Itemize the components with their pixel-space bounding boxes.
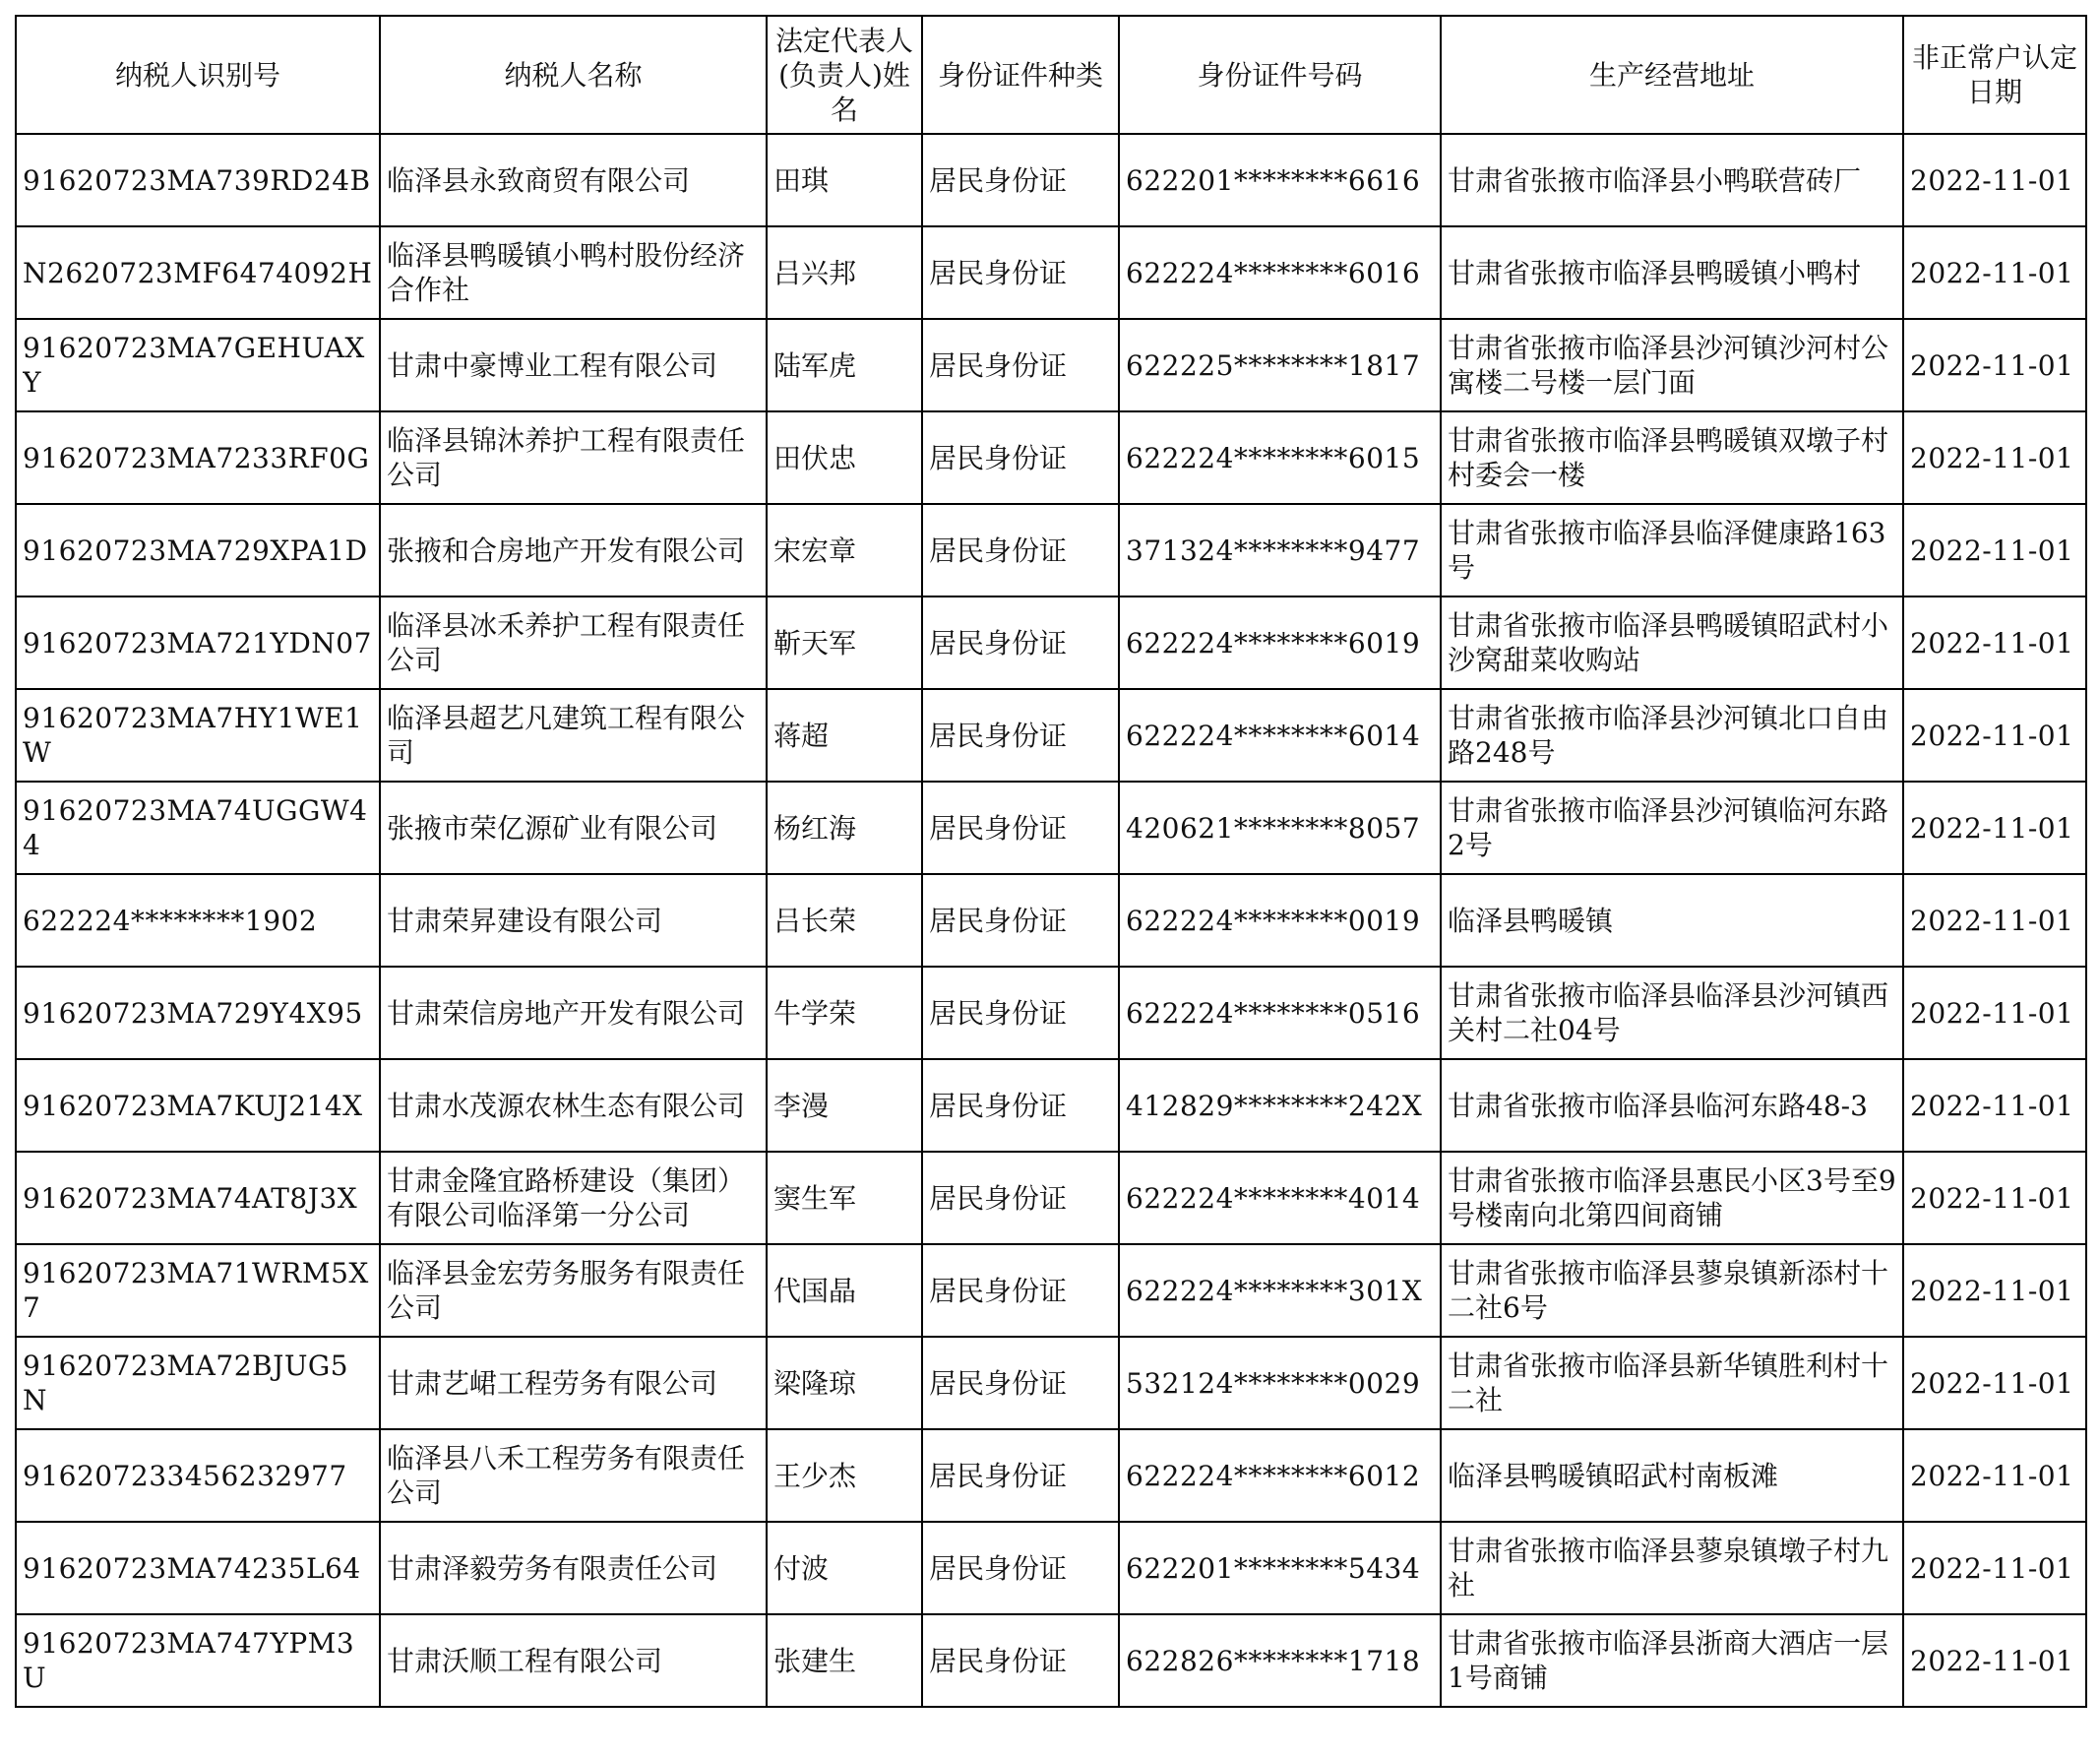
cell-date-text: 2022-11-01 bbox=[1910, 163, 2074, 197]
cell-taxpayer-id-text: 91620723MA729XPA1D bbox=[23, 534, 368, 567]
cell-id-number-text: 622224********6015 bbox=[1126, 441, 1421, 474]
cell-taxpayer-id bbox=[16, 967, 380, 1059]
cell-date bbox=[1903, 1429, 2086, 1522]
cell-date-text: 2022-11-01 bbox=[1910, 441, 2074, 474]
cell-date-text: 2022-11-01 bbox=[1910, 1366, 2074, 1400]
cell-id-type bbox=[922, 596, 1119, 689]
cell-taxpayer-name bbox=[380, 689, 767, 782]
cell-date-text: 2022-11-01 bbox=[1910, 996, 2074, 1030]
cell-legal-rep bbox=[767, 1522, 922, 1614]
cell-taxpayer-id-text: 916207233456232977 bbox=[23, 1459, 347, 1492]
cell-taxpayer-name-text: 甘肃水茂源农林生态有限公司 bbox=[387, 1089, 746, 1122]
cell-legal-rep bbox=[767, 134, 922, 226]
cell-id-number bbox=[1119, 134, 1441, 226]
cell-legal-rep-text: 杨红海 bbox=[773, 811, 857, 845]
cell-id-number bbox=[1119, 1244, 1441, 1337]
cell-legal-rep-text: 牛学荣 bbox=[773, 996, 857, 1030]
header-address: 生产经营地址 bbox=[1441, 16, 1903, 134]
cell-date bbox=[1903, 504, 2086, 596]
cell-taxpayer-name-text: 张掖和合房地产开发有限公司 bbox=[387, 534, 746, 567]
cell-taxpayer-name bbox=[380, 1059, 767, 1152]
cell-taxpayer-name bbox=[380, 967, 767, 1059]
cell-id-type bbox=[922, 1614, 1119, 1707]
cell-address bbox=[1441, 1337, 1903, 1429]
cell-legal-rep bbox=[767, 1337, 922, 1429]
cell-taxpayer-name-text: 甘肃泽毅劳务有限责任公司 bbox=[387, 1551, 718, 1585]
table-row bbox=[16, 967, 2086, 1059]
cell-id-number-text: 622201********5434 bbox=[1126, 1551, 1421, 1585]
cell-id-type bbox=[922, 1059, 1119, 1152]
cell-id-number-text: 622826********1718 bbox=[1126, 1644, 1421, 1677]
cell-id-type-text: 居民身份证 bbox=[929, 996, 1068, 1030]
cell-address-text: 甘肃省张掖市临泽县沙河镇临河东路2号 bbox=[1448, 794, 1889, 861]
cell-taxpayer-id bbox=[16, 782, 380, 874]
cell-legal-rep-text: 吕兴邦 bbox=[773, 256, 857, 289]
cell-address bbox=[1441, 504, 1903, 596]
cell-taxpayer-id bbox=[16, 874, 380, 967]
table-row bbox=[16, 1522, 2086, 1614]
cell-legal-rep bbox=[767, 967, 922, 1059]
cell-legal-rep-text: 张建生 bbox=[773, 1644, 857, 1677]
cell-date-text: 2022-11-01 bbox=[1910, 811, 2074, 845]
cell-address bbox=[1441, 1522, 1903, 1614]
cell-taxpayer-id-text: 91620723MA721YDN07 bbox=[23, 626, 372, 659]
cell-id-number-text: 622224********6016 bbox=[1126, 256, 1421, 289]
cell-address-text: 甘肃省张掖市临泽县沙河镇沙河村公寓楼二号楼一层门面 bbox=[1448, 332, 1889, 399]
cell-id-number-text: 532124********0029 bbox=[1126, 1366, 1421, 1400]
cell-id-number bbox=[1119, 1337, 1441, 1429]
cell-legal-rep bbox=[767, 689, 922, 782]
cell-legal-rep bbox=[767, 596, 922, 689]
cell-date-text: 2022-11-01 bbox=[1910, 1551, 2074, 1585]
cell-address bbox=[1441, 1244, 1903, 1337]
cell-taxpayer-name bbox=[380, 226, 767, 319]
cell-taxpayer-id-text: 91620723MA72BJUG5N bbox=[23, 1350, 349, 1416]
cell-address bbox=[1441, 689, 1903, 782]
cell-taxpayer-id bbox=[16, 226, 380, 319]
cell-id-number-text: 622201********6616 bbox=[1126, 163, 1421, 197]
cell-id-number bbox=[1119, 1152, 1441, 1244]
cell-id-type bbox=[922, 134, 1119, 226]
cell-id-type-text: 居民身份证 bbox=[929, 904, 1068, 937]
cell-taxpayer-name bbox=[380, 1337, 767, 1429]
cell-id-type bbox=[922, 1522, 1119, 1614]
cell-taxpayer-id bbox=[16, 319, 380, 411]
table-row bbox=[16, 319, 2086, 411]
cell-address-text: 甘肃省张掖市临泽县临河东路48-3 bbox=[1448, 1089, 1868, 1122]
cell-date bbox=[1903, 134, 2086, 226]
cell-id-type-text: 居民身份证 bbox=[929, 626, 1068, 659]
cell-taxpayer-name-text: 临泽县超艺凡建筑工程有限公司 bbox=[387, 702, 746, 769]
cell-taxpayer-name-text: 甘肃荣信房地产开发有限公司 bbox=[387, 996, 746, 1030]
cell-taxpayer-name bbox=[380, 319, 767, 411]
table-row bbox=[16, 1244, 2086, 1337]
cell-taxpayer-name-text: 临泽县锦沐养护工程有限责任公司 bbox=[387, 424, 746, 491]
cell-address-text: 甘肃省张掖市临泽县临泽县沙河镇西关村二社04号 bbox=[1448, 979, 1889, 1046]
table-row bbox=[16, 596, 2086, 689]
cell-taxpayer-id bbox=[16, 134, 380, 226]
cell-taxpayer-name-text: 临泽县冰禾养护工程有限责任公司 bbox=[387, 609, 746, 676]
cell-date bbox=[1903, 1337, 2086, 1429]
cell-taxpayer-id bbox=[16, 1244, 380, 1337]
cell-taxpayer-name-text: 甘肃金隆宜路桥建设（集团）有限公司临泽第一分公司 bbox=[387, 1164, 746, 1231]
cell-legal-rep-text: 王少杰 bbox=[773, 1459, 857, 1492]
cell-id-number bbox=[1119, 1429, 1441, 1522]
cell-taxpayer-id-text: 622224********1902 bbox=[23, 904, 318, 937]
cell-taxpayer-id-text: 91620723MA747YPM3U bbox=[23, 1627, 355, 1694]
cell-taxpayer-id-text: 91620723MA71WRM5X7 bbox=[23, 1257, 369, 1324]
cell-address-text: 甘肃省张掖市临泽县蓼泉镇新添村十二社6号 bbox=[1448, 1257, 1889, 1324]
cell-id-type bbox=[922, 226, 1119, 319]
cell-date bbox=[1903, 782, 2086, 874]
cell-taxpayer-id-text: 91620723MA74235L64 bbox=[23, 1551, 361, 1585]
cell-taxpayer-id-text: 91620723MA729Y4X95 bbox=[23, 996, 363, 1030]
cell-date-text: 2022-11-01 bbox=[1910, 1459, 2074, 1492]
cell-id-type bbox=[922, 504, 1119, 596]
cell-address-text: 甘肃省张掖市临泽县惠民小区3号至9号楼南向北第四间商铺 bbox=[1448, 1164, 1896, 1231]
cell-address bbox=[1441, 411, 1903, 504]
cell-id-type bbox=[922, 319, 1119, 411]
cell-date bbox=[1903, 1244, 2086, 1337]
cell-legal-rep-text: 付波 bbox=[773, 1551, 830, 1585]
cell-legal-rep-text: 窦生军 bbox=[773, 1181, 857, 1215]
cell-taxpayer-name bbox=[380, 134, 767, 226]
cell-id-number bbox=[1119, 411, 1441, 504]
cell-date-text: 2022-11-01 bbox=[1910, 1089, 2074, 1122]
cell-date-text: 2022-11-01 bbox=[1910, 626, 2074, 659]
cell-date-text: 2022-11-01 bbox=[1910, 348, 2074, 382]
cell-address-text: 甘肃省张掖市临泽县沙河镇北口自由路248号 bbox=[1448, 702, 1889, 769]
header-taxpayer-id: 纳税人识别号 bbox=[16, 16, 380, 134]
cell-address-text: 甘肃省张掖市临泽县鸭暖镇小鸭村 bbox=[1448, 256, 1862, 289]
cell-id-type bbox=[922, 689, 1119, 782]
cell-taxpayer-name bbox=[380, 1152, 767, 1244]
cell-address-text: 甘肃省张掖市临泽县鸭暖镇双墩子村村委会一楼 bbox=[1448, 424, 1889, 491]
cell-date-text: 2022-11-01 bbox=[1910, 534, 2074, 567]
cell-taxpayer-name-text: 甘肃艺峮工程劳务有限公司 bbox=[387, 1366, 718, 1400]
cell-taxpayer-id-text: 91620723MA7233RF0G bbox=[23, 441, 370, 474]
cell-id-number-text: 622224********6019 bbox=[1126, 626, 1421, 659]
cell-id-number bbox=[1119, 874, 1441, 967]
cell-id-number-text: 371324********9477 bbox=[1126, 534, 1421, 567]
cell-legal-rep bbox=[767, 1244, 922, 1337]
cell-id-number-text: 622224********0516 bbox=[1126, 996, 1421, 1030]
table-row bbox=[16, 411, 2086, 504]
cell-id-type-text: 居民身份证 bbox=[929, 1274, 1068, 1307]
cell-legal-rep-text: 李漫 bbox=[773, 1089, 830, 1122]
cell-date bbox=[1903, 226, 2086, 319]
cell-taxpayer-id bbox=[16, 596, 380, 689]
cell-taxpayer-id-text: 91620723MA739RD24B bbox=[23, 163, 371, 197]
cell-id-type-text: 居民身份证 bbox=[929, 348, 1068, 382]
cell-date bbox=[1903, 1614, 2086, 1707]
cell-id-type bbox=[922, 1152, 1119, 1244]
cell-address-text: 甘肃省张掖市临泽县浙商大酒店一层1号商铺 bbox=[1448, 1627, 1889, 1694]
cell-address bbox=[1441, 967, 1903, 1059]
cell-date bbox=[1903, 411, 2086, 504]
cell-taxpayer-id bbox=[16, 1337, 380, 1429]
cell-taxpayer-name-text: 临泽县金宏劳务服务有限责任公司 bbox=[387, 1257, 746, 1324]
cell-id-number-text: 622224********6012 bbox=[1126, 1459, 1421, 1492]
cell-date bbox=[1903, 319, 2086, 411]
table-row bbox=[16, 1152, 2086, 1244]
cell-id-type bbox=[922, 1244, 1119, 1337]
header-legal-rep: 法定代表人(负责人)姓名 bbox=[767, 16, 922, 134]
cell-legal-rep bbox=[767, 874, 922, 967]
cell-address bbox=[1441, 1429, 1903, 1522]
cell-taxpayer-name bbox=[380, 1522, 767, 1614]
cell-taxpayer-id bbox=[16, 1059, 380, 1152]
cell-taxpayer-name-text: 临泽县鸭暖镇小鸭村股份经济合作社 bbox=[387, 239, 746, 306]
table-row bbox=[16, 1059, 2086, 1152]
cell-legal-rep bbox=[767, 1429, 922, 1522]
cell-id-number bbox=[1119, 319, 1441, 411]
cell-legal-rep-text: 田伏忠 bbox=[773, 441, 857, 474]
cell-legal-rep bbox=[767, 1059, 922, 1152]
cell-taxpayer-id-text: 91620723MA74UGGW44 bbox=[23, 794, 368, 861]
cell-taxpayer-name bbox=[380, 782, 767, 874]
cell-legal-rep-text: 靳天军 bbox=[773, 626, 857, 659]
cell-taxpayer-id bbox=[16, 411, 380, 504]
cell-address-text: 甘肃省张掖市临泽县临泽健康路163号 bbox=[1448, 517, 1886, 584]
cell-legal-rep bbox=[767, 1152, 922, 1244]
table-row bbox=[16, 1614, 2086, 1707]
header-date: 非正常户认定日期 bbox=[1903, 16, 2086, 134]
cell-legal-rep bbox=[767, 504, 922, 596]
cell-date-text: 2022-11-01 bbox=[1910, 1274, 2074, 1307]
cell-taxpayer-id bbox=[16, 504, 380, 596]
table-row bbox=[16, 504, 2086, 596]
cell-id-type bbox=[922, 874, 1119, 967]
cell-id-number-text: 420621********8057 bbox=[1126, 811, 1421, 845]
cell-id-type-text: 居民身份证 bbox=[929, 1181, 1068, 1215]
cell-legal-rep bbox=[767, 411, 922, 504]
cell-address bbox=[1441, 874, 1903, 967]
cell-legal-rep bbox=[767, 1614, 922, 1707]
header-id-type: 身份证件种类 bbox=[922, 16, 1119, 134]
table-row bbox=[16, 1429, 2086, 1522]
cell-id-type-text: 居民身份证 bbox=[929, 441, 1068, 474]
cell-id-type-text: 居民身份证 bbox=[929, 719, 1068, 752]
cell-date bbox=[1903, 1152, 2086, 1244]
cell-id-type-text: 居民身份证 bbox=[929, 163, 1068, 197]
cell-date-text: 2022-11-01 bbox=[1910, 256, 2074, 289]
cell-legal-rep-text: 宋宏章 bbox=[773, 534, 857, 567]
cell-taxpayer-id-text: N2620723MF6474092H bbox=[23, 256, 373, 289]
cell-legal-rep-text: 田琪 bbox=[773, 163, 830, 197]
cell-id-number-text: 622225********1817 bbox=[1126, 348, 1421, 382]
cell-taxpayer-name-text: 张掖市荣亿源矿业有限公司 bbox=[387, 811, 718, 845]
cell-id-type-text: 居民身份证 bbox=[929, 811, 1068, 845]
table-row bbox=[16, 134, 2086, 226]
cell-address-text: 甘肃省张掖市临泽县鸭暖镇昭武村小沙窝甜菜收购站 bbox=[1448, 609, 1889, 676]
cell-legal-rep-text: 陆军虎 bbox=[773, 348, 857, 382]
header-row bbox=[16, 16, 2086, 134]
cell-id-number bbox=[1119, 689, 1441, 782]
cell-id-type-text: 居民身份证 bbox=[929, 1366, 1068, 1400]
cell-date-text: 2022-11-01 bbox=[1910, 719, 2074, 752]
table-row bbox=[16, 226, 2086, 319]
cell-legal-rep-text: 代国晶 bbox=[773, 1274, 857, 1307]
cell-taxpayer-name bbox=[380, 874, 767, 967]
cell-taxpayer-name-text: 甘肃荣昇建设有限公司 bbox=[387, 904, 663, 937]
cell-id-number-text: 622224********301X bbox=[1126, 1274, 1423, 1307]
cell-address-text: 甘肃省张掖市临泽县蓼泉镇墩子村九社 bbox=[1448, 1535, 1889, 1601]
cell-legal-rep bbox=[767, 782, 922, 874]
abnormal-taxpayer-table bbox=[15, 15, 2087, 1708]
cell-taxpayer-id-text: 91620723MA7GEHUAXY bbox=[23, 332, 365, 399]
header-taxpayer-name: 纳税人名称 bbox=[380, 16, 767, 134]
cell-legal-rep-text: 蒋超 bbox=[773, 719, 830, 752]
cell-id-number-text: 622224********6014 bbox=[1126, 719, 1421, 752]
cell-date bbox=[1903, 689, 2086, 782]
cell-address-text: 甘肃省张掖市临泽县新华镇胜利村十二社 bbox=[1448, 1350, 1889, 1416]
cell-taxpayer-id bbox=[16, 1152, 380, 1244]
cell-taxpayer-id-text: 91620723MA7HY1WE1W bbox=[23, 702, 363, 769]
cell-taxpayer-name bbox=[380, 411, 767, 504]
cell-address bbox=[1441, 1614, 1903, 1707]
cell-id-number bbox=[1119, 504, 1441, 596]
cell-legal-rep-text: 梁隆琼 bbox=[773, 1366, 857, 1400]
cell-taxpayer-id bbox=[16, 1522, 380, 1614]
cell-date bbox=[1903, 1059, 2086, 1152]
cell-id-type bbox=[922, 967, 1119, 1059]
cell-taxpayer-name bbox=[380, 1244, 767, 1337]
cell-id-number bbox=[1119, 782, 1441, 874]
cell-id-number-text: 622224********0019 bbox=[1126, 904, 1421, 937]
cell-id-type-text: 居民身份证 bbox=[929, 534, 1068, 567]
cell-date bbox=[1903, 596, 2086, 689]
cell-taxpayer-id bbox=[16, 1429, 380, 1522]
cell-date bbox=[1903, 967, 2086, 1059]
cell-taxpayer-id-text: 91620723MA7KUJ214X bbox=[23, 1089, 363, 1122]
table-row bbox=[16, 782, 2086, 874]
cell-address-text: 临泽县鸭暖镇昭武村南板滩 bbox=[1448, 1459, 1779, 1492]
table-row bbox=[16, 689, 2086, 782]
cell-id-type bbox=[922, 411, 1119, 504]
cell-taxpayer-id bbox=[16, 689, 380, 782]
cell-taxpayer-id bbox=[16, 1614, 380, 1707]
cell-id-number bbox=[1119, 967, 1441, 1059]
cell-taxpayer-name-text: 甘肃中豪博业工程有限公司 bbox=[387, 348, 718, 382]
cell-address bbox=[1441, 134, 1903, 226]
cell-id-type bbox=[922, 1337, 1119, 1429]
cell-legal-rep bbox=[767, 319, 922, 411]
cell-date bbox=[1903, 874, 2086, 967]
cell-address bbox=[1441, 782, 1903, 874]
cell-id-type bbox=[922, 1429, 1119, 1522]
cell-address bbox=[1441, 1152, 1903, 1244]
cell-id-type-text: 居民身份证 bbox=[929, 1644, 1068, 1677]
cell-taxpayer-name-text: 临泽县永致商贸有限公司 bbox=[387, 163, 691, 197]
cell-id-number bbox=[1119, 1522, 1441, 1614]
cell-address-text: 临泽县鸭暖镇 bbox=[1448, 904, 1614, 937]
cell-taxpayer-name bbox=[380, 504, 767, 596]
cell-date-text: 2022-11-01 bbox=[1910, 1181, 2074, 1215]
cell-taxpayer-id-text: 91620723MA74AT8J3X bbox=[23, 1181, 358, 1215]
header-id-number: 身份证件号码 bbox=[1119, 16, 1441, 134]
cell-id-number bbox=[1119, 1059, 1441, 1152]
cell-id-number-text: 622224********4014 bbox=[1126, 1181, 1421, 1215]
cell-id-number-text: 412829********242X bbox=[1126, 1089, 1423, 1122]
cell-taxpayer-name bbox=[380, 1614, 767, 1707]
cell-id-number bbox=[1119, 596, 1441, 689]
cell-address bbox=[1441, 226, 1903, 319]
cell-taxpayer-name-text: 临泽县八禾工程劳务有限责任公司 bbox=[387, 1442, 746, 1509]
cell-legal-rep-text: 吕长荣 bbox=[773, 904, 857, 937]
cell-id-type-text: 居民身份证 bbox=[929, 1551, 1068, 1585]
table-row bbox=[16, 1337, 2086, 1429]
cell-taxpayer-name bbox=[380, 1429, 767, 1522]
cell-id-type-text: 居民身份证 bbox=[929, 1089, 1068, 1122]
cell-date-text: 2022-11-01 bbox=[1910, 904, 2074, 937]
cell-address-text: 甘肃省张掖市临泽县小鸭联营砖厂 bbox=[1448, 163, 1862, 197]
cell-address bbox=[1441, 319, 1903, 411]
cell-address bbox=[1441, 1059, 1903, 1152]
cell-id-number bbox=[1119, 1614, 1441, 1707]
cell-address bbox=[1441, 596, 1903, 689]
cell-date bbox=[1903, 1522, 2086, 1614]
cell-id-type bbox=[922, 782, 1119, 874]
cell-date-text: 2022-11-01 bbox=[1910, 1644, 2074, 1677]
cell-id-type-text: 居民身份证 bbox=[929, 1459, 1068, 1492]
cell-taxpayer-name-text: 甘肃沃顺工程有限公司 bbox=[387, 1644, 663, 1677]
table-row bbox=[16, 874, 2086, 967]
cell-legal-rep bbox=[767, 226, 922, 319]
cell-id-type-text: 居民身份证 bbox=[929, 256, 1068, 289]
cell-id-number bbox=[1119, 226, 1441, 319]
cell-taxpayer-name bbox=[380, 596, 767, 689]
